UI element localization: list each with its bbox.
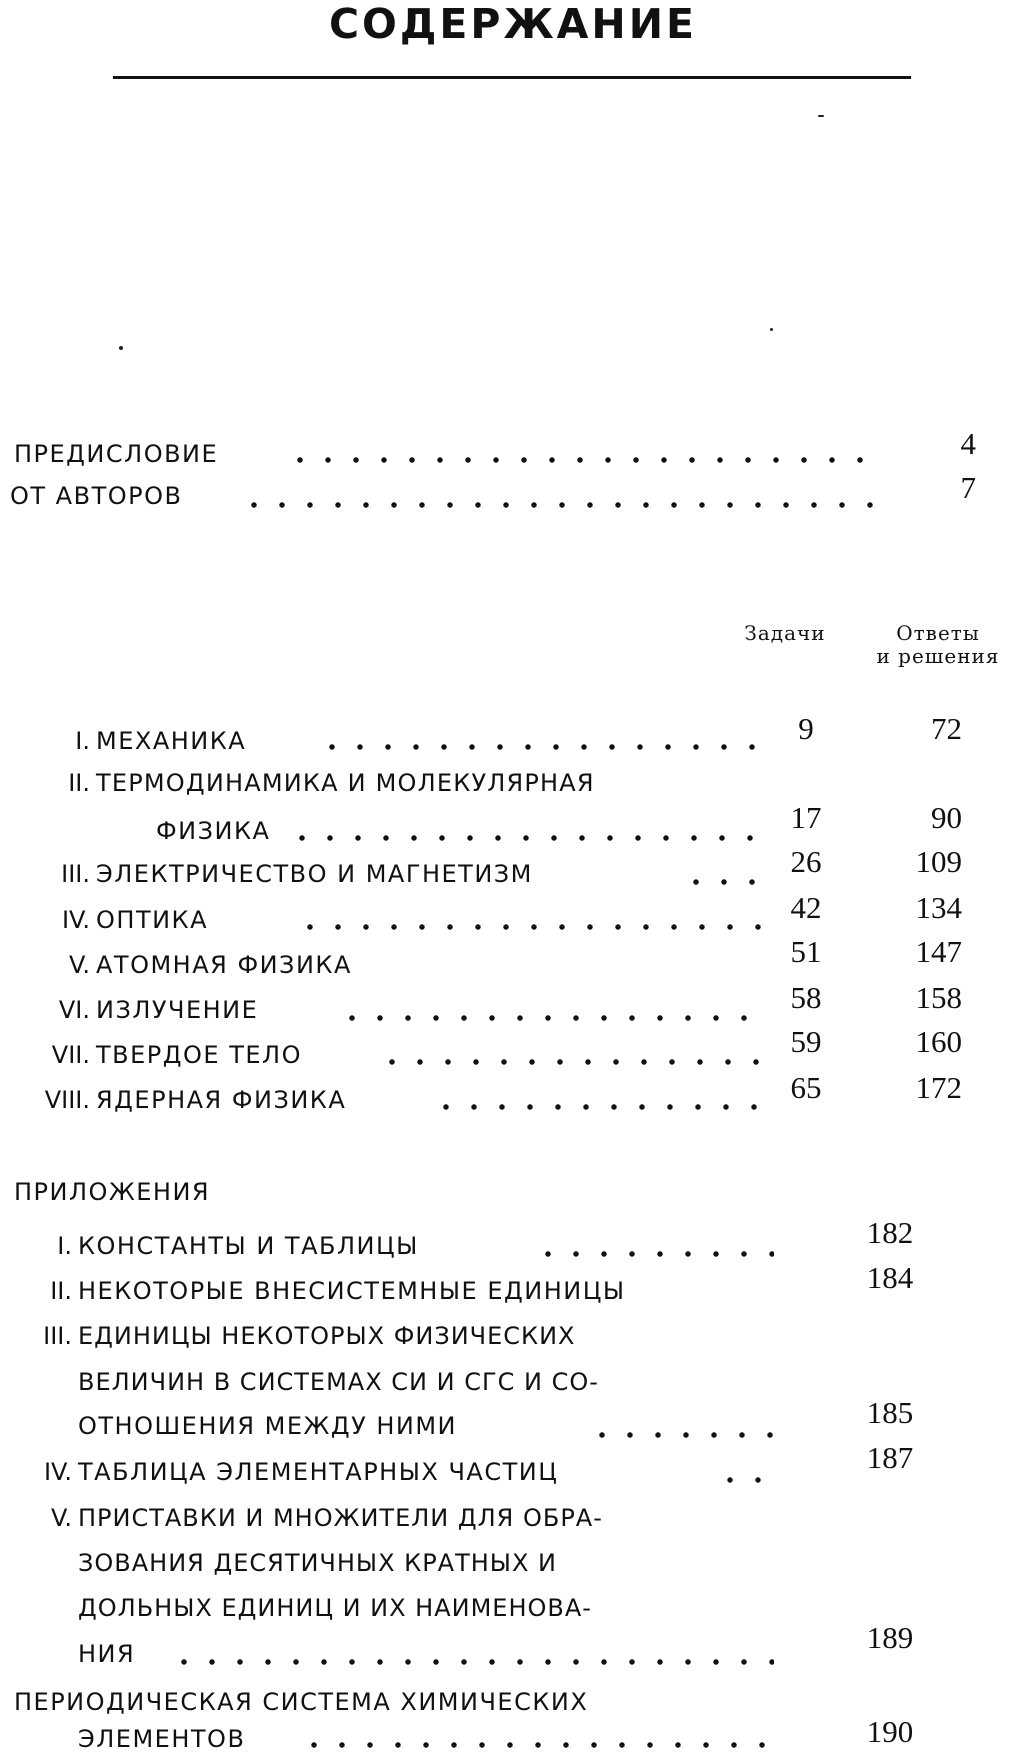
appendix-page: 184 (866, 1260, 914, 1295)
appendix-title-continued: ЗОВАНИЯ ДЕСЯТИЧНЫХ КРАТНЫХ И (78, 1549, 558, 1577)
dot-leader (318, 742, 762, 752)
dot-leader (588, 1430, 774, 1440)
chapter-number: VII. (51, 1041, 90, 1069)
chapter-title: ТЕРМОДИНАМИКА И МОЛЕКУЛЯРНАЯ (96, 769, 595, 797)
appendix-title: НЕКОТОРЫЕ ВНЕСИСТЕМНЫЕ ЕДИНИЦЫ (78, 1277, 626, 1305)
appendix-title-continued: ВЕЛИЧИН В СИСТЕМАХ СИ И СГС И СО- (78, 1368, 599, 1396)
chapter-title-continued: ФИЗИКА (156, 817, 271, 845)
chapter-number: II. (68, 769, 90, 797)
dot-leader (682, 877, 762, 887)
page-number: 4 (960, 426, 976, 461)
dot-leader (286, 455, 876, 465)
dot-leader (300, 1740, 774, 1750)
problems-page: 58 (790, 980, 822, 1015)
page-title: СОДЕРЖАНИЕ (328, 0, 698, 48)
chapter-title: ЯДЕРНАЯ ФИЗИКА (96, 1086, 347, 1114)
entry-title: ОТ АВТОРОВ (10, 482, 183, 510)
dot-leader (534, 1249, 774, 1259)
appendix-number: IV. (43, 1458, 72, 1486)
print-speck (119, 346, 123, 350)
entry-title: ПРЕДИСЛОВИЕ (14, 440, 219, 468)
problems-page: 9 (798, 711, 814, 746)
appendix-title: ТАБЛИЦА ЭЛЕМЕНТАРНЫХ ЧАСТИЦ (78, 1458, 559, 1486)
appendices-heading: ПРИЛОЖЕНИЯ (14, 1178, 211, 1206)
answers-page: 134 (915, 890, 962, 925)
answers-page: 160 (915, 1024, 962, 1059)
chapter-number: III. (61, 860, 90, 888)
answers-page: 90 (931, 800, 962, 835)
entry-title: ПЕРИОДИЧЕСКАЯ СИСТЕМА ХИМИЧЕСКИХ (14, 1688, 589, 1716)
appendix-number: III. (43, 1322, 72, 1350)
chapter-number: IV. (61, 906, 90, 934)
appendix-title-continued: НИЯ (78, 1640, 136, 1668)
title-rule (113, 76, 911, 79)
appendix-title-continued: ОТНОШЕНИЯ МЕЖДУ НИМИ (78, 1412, 458, 1440)
dot-leader (240, 500, 876, 510)
appendix-page: 185 (866, 1395, 914, 1430)
chapter-title: ИЗЛУЧЕНИЕ (96, 996, 259, 1024)
problems-page: 17 (790, 800, 822, 835)
appendix-title: ЕДИНИЦЫ НЕКОТОРЫХ ФИЗИЧЕСКИХ (78, 1322, 576, 1350)
answers-page: 147 (915, 934, 962, 969)
dot-leader (432, 1102, 762, 1112)
column-header-answers-line1: Ответы (896, 621, 980, 645)
dot-leader (288, 833, 762, 843)
chapter-number: I. (75, 727, 90, 755)
problems-page: 65 (790, 1070, 822, 1105)
column-header-problems: Задачи (744, 621, 826, 645)
appendix-title-continued: ДОЛЬНЫХ ЕДИНИЦ И ИХ НАИМЕНОВА- (78, 1594, 592, 1622)
problems-page: 51 (790, 934, 822, 969)
chapter-title: ОПТИКА (96, 906, 209, 934)
problems-page: 26 (790, 844, 822, 879)
appendix-page: 182 (866, 1215, 914, 1250)
page-number: 190 (866, 1714, 914, 1749)
dot-leader (338, 1013, 762, 1023)
chapter-title: ТВЕРДОЕ ТЕЛО (96, 1041, 302, 1069)
print-speck (770, 328, 773, 331)
answers-page: 172 (915, 1070, 962, 1105)
dot-leader (716, 1475, 774, 1485)
dot-leader (170, 1657, 774, 1667)
entry-title-continued: ЭЛЕМЕНТОВ (78, 1725, 246, 1753)
chapter-number: V. (69, 951, 90, 979)
answers-page: 158 (915, 980, 962, 1015)
chapter-number: VI. (58, 996, 90, 1024)
answers-page: 109 (915, 844, 962, 879)
answers-page: 72 (931, 711, 962, 746)
chapter-title: АТОМНАЯ ФИЗИКА (96, 951, 352, 979)
appendix-title: ПРИСТАВКИ И МНОЖИТЕЛИ ДЛЯ ОБРА- (78, 1504, 603, 1532)
chapter-title: ЭЛЕКТРИЧЕСТВО И МАГНЕТИЗМ (96, 860, 533, 888)
column-header-answers-line2: и решения (876, 644, 1000, 668)
dot-leader (378, 1057, 762, 1067)
appendix-page: 189 (866, 1620, 914, 1655)
appendix-page: 187 (866, 1440, 914, 1475)
appendix-title: КОНСТАНТЫ И ТАБЛИЦЫ (78, 1232, 419, 1260)
print-speck (818, 115, 824, 117)
problems-page: 42 (790, 890, 822, 925)
problems-page: 59 (790, 1024, 822, 1059)
appendix-number: I. (57, 1232, 72, 1260)
appendix-number: II. (50, 1277, 72, 1305)
chapter-title: МЕХАНИКА (96, 727, 247, 755)
chapter-number: VIII. (44, 1086, 90, 1114)
column-header-answers (860, 622, 1016, 668)
page-number: 7 (960, 470, 976, 505)
dot-leader (296, 922, 762, 932)
appendix-number: V. (51, 1504, 72, 1532)
